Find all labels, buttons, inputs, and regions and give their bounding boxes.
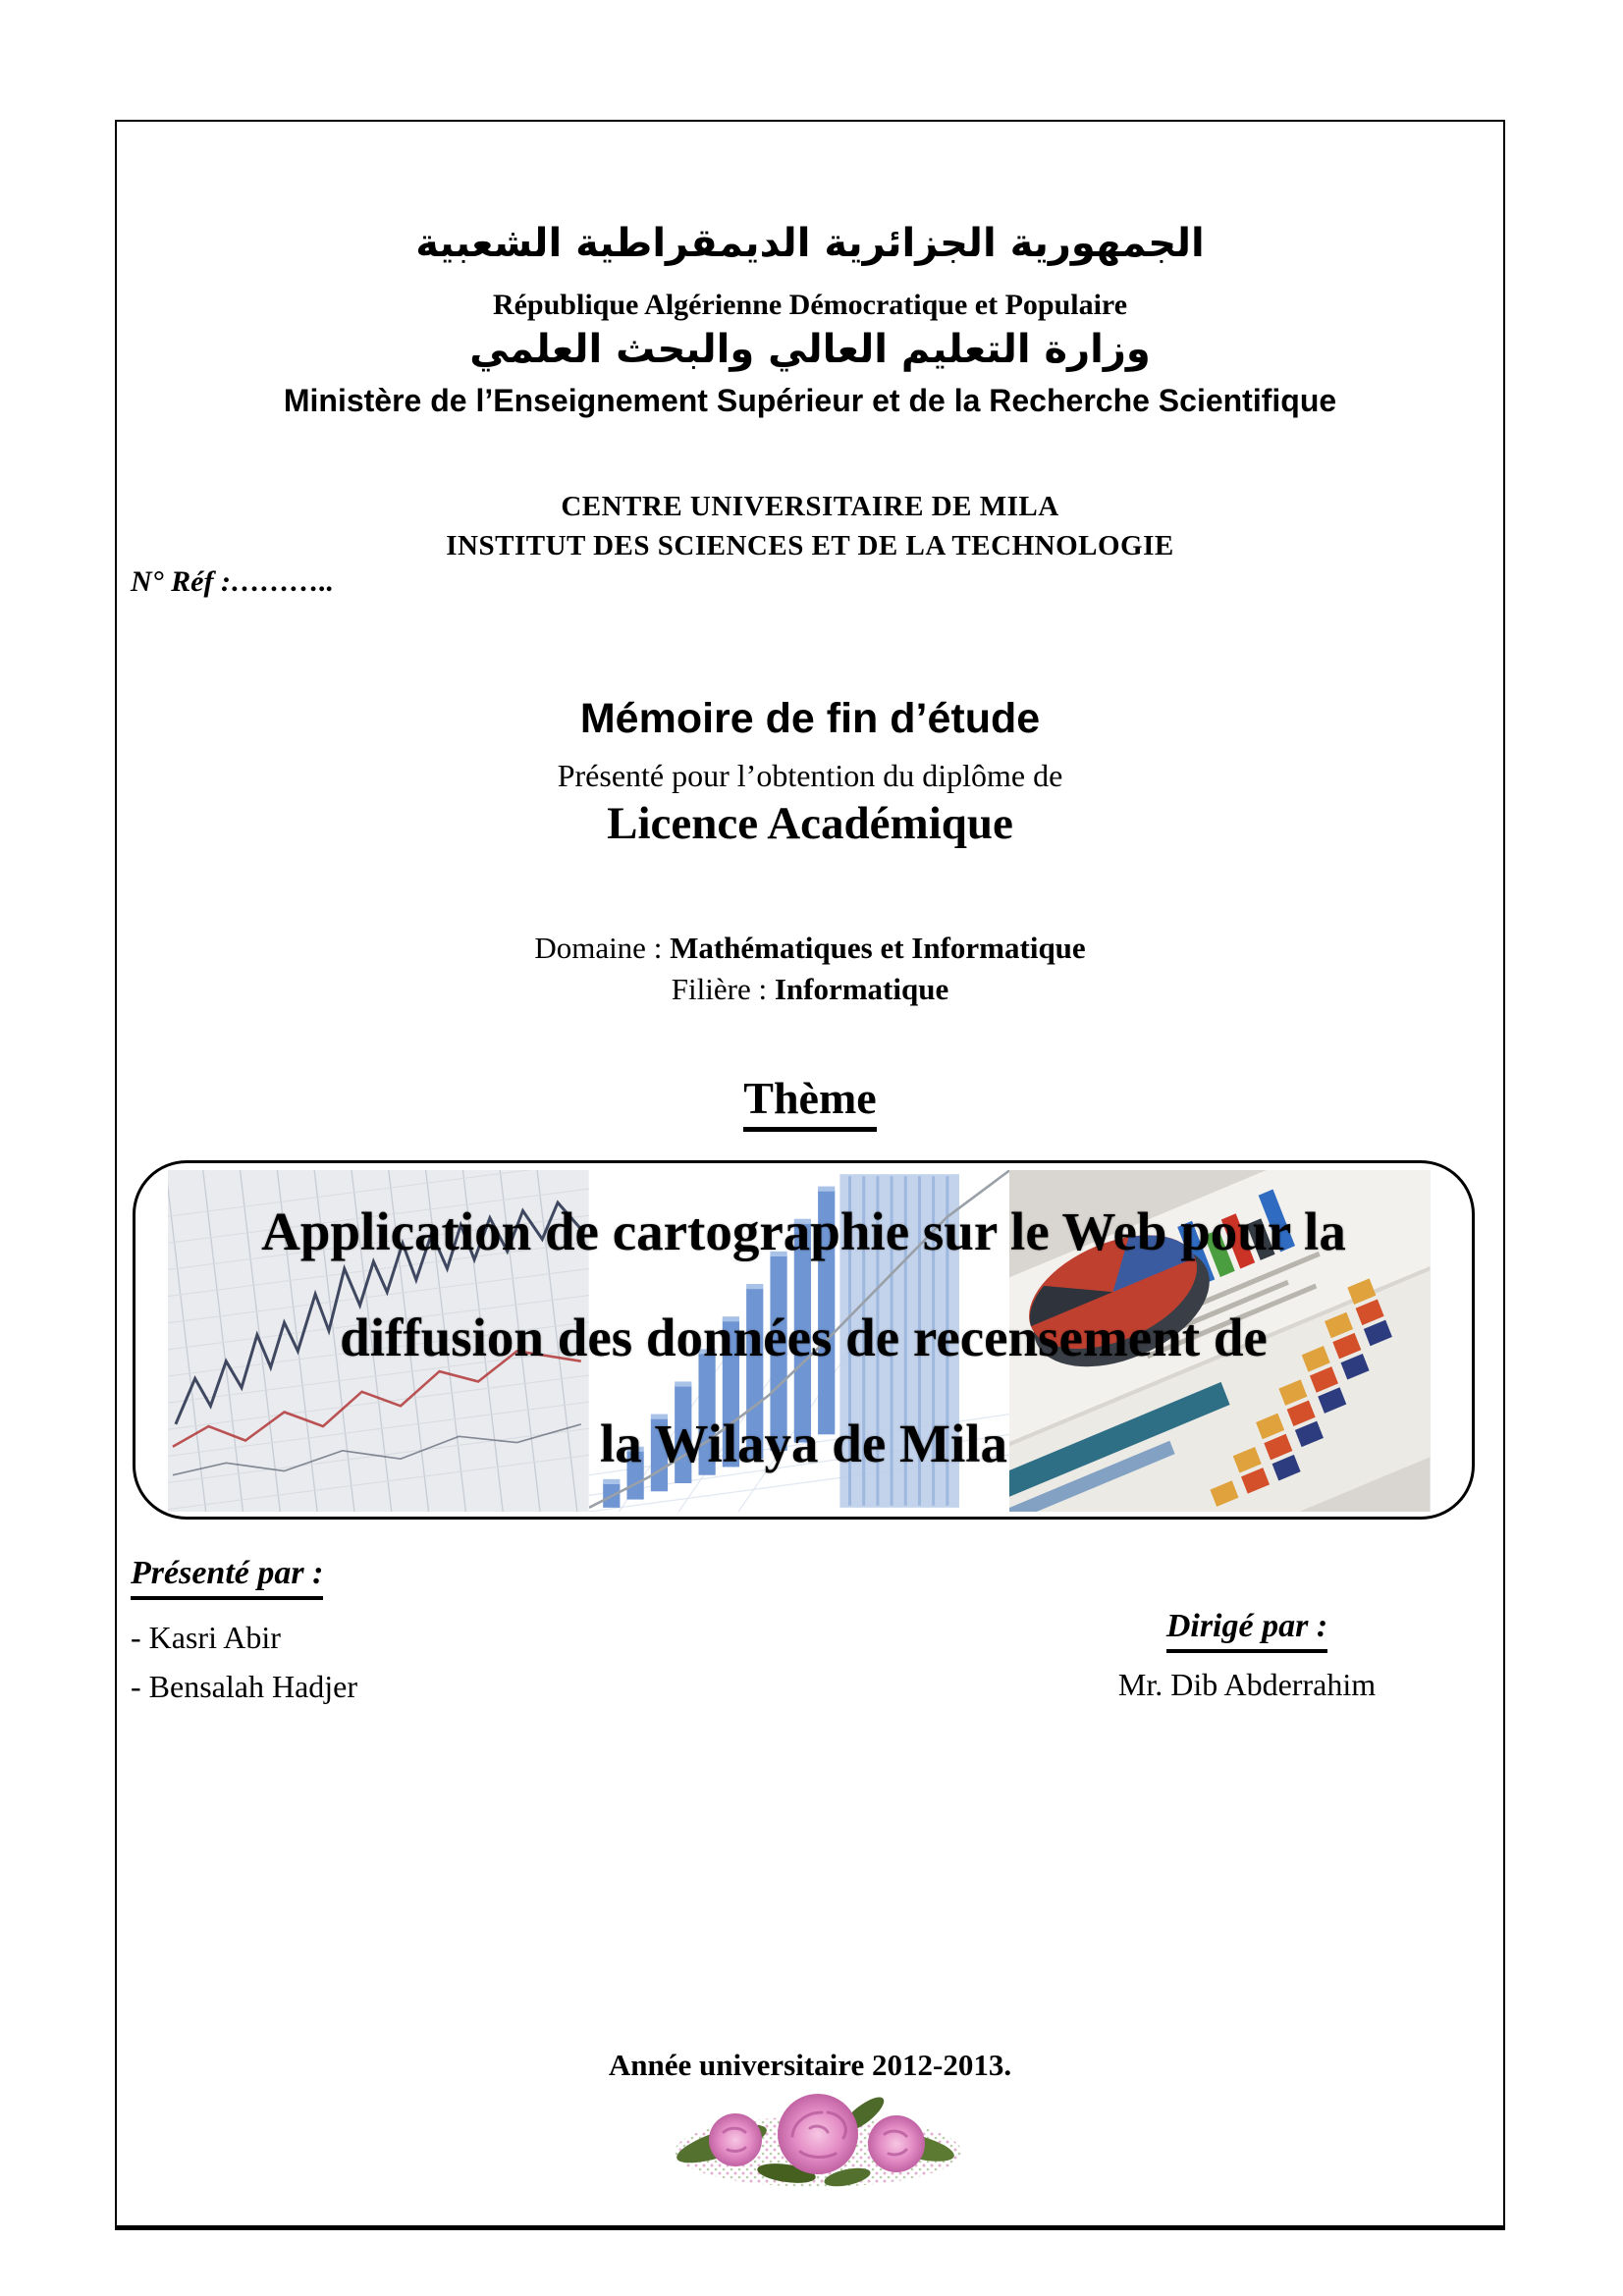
theme-title	[135, 1179, 1472, 1497]
diploma-name: Licence Académique	[607, 798, 1013, 849]
arabic-ministry-line: وزارة التعليم العالي والبحث العلمي	[469, 327, 1151, 372]
theme-title-line: diffusion des données de recensement de	[340, 1308, 1268, 1367]
arabic-republic-line: الجمهورية الجزائرية الديمقراطية الشعبية	[415, 221, 1205, 266]
domain-value: Mathématiques et Informatique	[670, 931, 1086, 965]
university-name: CENTRE UNIVERSITAIRE DE MILA	[561, 491, 1059, 522]
theme-title-line: Application de cartographie sur le Web pour la	[261, 1201, 1346, 1261]
field-label: Filière :	[671, 972, 775, 1006]
domain-label: Domaine :	[534, 931, 671, 965]
academic-year: Année universitaire 2012-2013.	[608, 2048, 1012, 2082]
theme-heading	[115, 1072, 1505, 1132]
reference-number: N° Réf :………..	[131, 565, 334, 598]
memoire-title: Mémoire de fin d’étude	[579, 695, 1041, 742]
directed-by-block	[992, 1608, 1502, 1703]
field-line	[115, 972, 1505, 1007]
diploma-subtitle: Présenté pour l’obtention du diplôme de	[557, 758, 1063, 793]
institute-name: INSTITUT DES SCIENCES ET DE LA TECHNOLOGIE	[446, 530, 1174, 561]
roses-image	[671, 2085, 965, 2195]
author-name: - Kasri Abir	[131, 1620, 281, 1655]
french-ministry-line: Ministère de l’Enseignement Supérieur et de la Recherche Scientifique	[283, 383, 1337, 418]
author-name: - Bensalah Hadjer	[131, 1669, 358, 1704]
theme-heading-text: Thème	[743, 1072, 876, 1132]
presented-by-label: Présenté par :	[131, 1555, 323, 1600]
directed-by-label: Dirigé par :	[992, 1608, 1502, 1653]
theme-title-line: la Wilaya de Mila	[599, 1414, 1008, 1473]
supervisor-name: Mr. Dib Abderrahim	[1117, 1667, 1377, 1702]
field-value: Informatique	[774, 972, 949, 1006]
domain-line	[115, 931, 1505, 966]
theme-box	[133, 1160, 1475, 1520]
french-republic-line: République Algérienne Démocratique et Populaire	[492, 289, 1128, 321]
